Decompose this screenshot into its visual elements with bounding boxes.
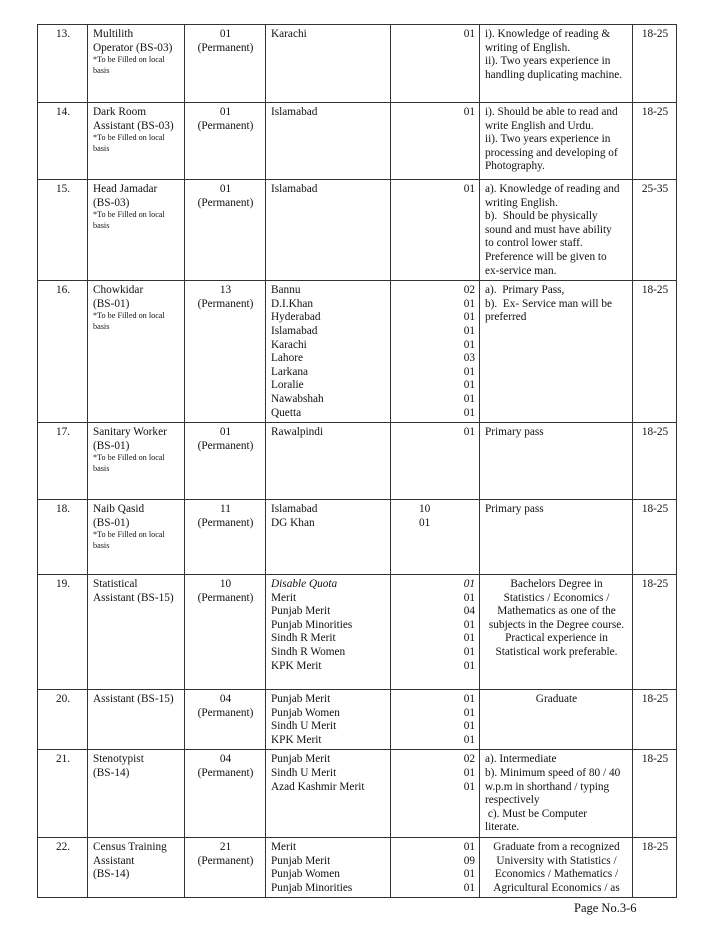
station-quota-cell <box>266 25 391 103</box>
station-count-cell <box>391 750 480 838</box>
station-quota-cell <box>266 180 391 281</box>
age-limit-cell <box>633 423 677 500</box>
station-count-cell <box>391 281 480 423</box>
posts-count: 04 <box>219 693 232 706</box>
number-of-posts-cell <box>185 690 266 750</box>
station-count: 09 <box>463 854 475 867</box>
serial-number: 20. <box>55 693 71 706</box>
serial-number: 14. <box>55 106 71 118</box>
qualification-line: Mathematics as one of the <box>497 605 616 618</box>
post-name-line: (BS-01) <box>93 439 130 452</box>
age-limit: 18-25 <box>641 693 669 706</box>
station-name: Nawabshah <box>271 392 324 405</box>
station-count: 01 <box>463 693 475 706</box>
post-name-line: Naib Qasid <box>93 503 145 516</box>
table-row <box>38 180 677 281</box>
qualification-cell <box>480 423 633 500</box>
posts-status: (Permanent) <box>197 767 254 780</box>
station-name: KPK Merit <box>271 733 322 746</box>
qualification-line: ex-service man. <box>485 264 557 277</box>
station-count: 01 <box>463 578 475 591</box>
posts-count: 01 <box>219 183 232 195</box>
station-count-cell <box>391 423 480 500</box>
age-limit-cell <box>633 103 677 180</box>
post-name-line: (BS-01) <box>93 516 130 529</box>
posts-status: (Permanent) <box>197 854 254 867</box>
qualification-line: write English and Urdu. <box>485 119 594 132</box>
local-basis-note: *To be Filled on local basis <box>93 530 165 550</box>
station-count-cell <box>391 575 480 690</box>
post-name-line: Chowkidar <box>93 284 144 297</box>
station-count: 10 <box>419 503 431 516</box>
number-of-posts-cell <box>185 750 266 838</box>
station-count: 01 <box>463 706 475 719</box>
post-name-cell <box>88 423 185 500</box>
station-quota-cell <box>266 281 391 423</box>
station-count: 01 <box>463 618 475 631</box>
qualification-line: writing of English. <box>485 41 571 54</box>
station-name: Lahore <box>271 352 303 365</box>
age-limit: 18-25 <box>641 753 669 766</box>
station-count-cell <box>391 25 480 103</box>
qualification-line: a). Primary Pass, <box>485 284 565 297</box>
station-name: Punjab Merit <box>271 854 331 867</box>
station-count: 01 <box>463 591 475 604</box>
serial-number: 17. <box>55 426 71 439</box>
post-name-cell <box>88 690 185 750</box>
posts-count: 10 <box>219 578 232 591</box>
posts-status: (Permanent) <box>197 591 254 604</box>
posts-count: 01 <box>219 106 232 118</box>
serial-number: 13. <box>55 28 71 40</box>
station-quota-cell <box>266 575 391 690</box>
table-row <box>38 25 677 103</box>
vacancy-table <box>37 24 677 898</box>
post-name-cell <box>88 281 185 423</box>
station-name: Azad Kashmir Merit <box>271 780 365 793</box>
qualification-line: writing English. <box>485 196 558 209</box>
station-name: Islamabad <box>271 503 318 516</box>
post-name-cell <box>88 25 185 103</box>
number-of-posts-cell <box>185 423 266 500</box>
serial-number-cell <box>38 750 88 838</box>
table-row <box>38 750 677 838</box>
station-count: 01 <box>463 379 475 392</box>
qualification-line: processing and developing of <box>485 146 618 159</box>
age-limit: 18-25 <box>641 841 669 854</box>
qualification-line: Graduate from a recognized <box>493 841 620 854</box>
local-basis-note: *To be Filled on local basis <box>93 453 165 473</box>
station-count: 02 <box>463 753 475 766</box>
post-name-line: Dark Room <box>93 106 147 118</box>
station-count: 04 <box>463 605 475 618</box>
post-name-line: Statistical <box>93 578 138 591</box>
station-quota-cell <box>266 690 391 750</box>
number-of-posts-cell <box>185 575 266 690</box>
station-name: Karachi <box>271 338 307 351</box>
station-count: 01 <box>463 780 475 793</box>
station-name: Islamabad <box>271 183 318 195</box>
posts-count: 21 <box>219 841 232 854</box>
age-limit: 18-25 <box>641 106 669 118</box>
number-of-posts-cell <box>185 281 266 423</box>
age-limit: 18-25 <box>641 28 669 40</box>
serial-number-cell <box>38 180 88 281</box>
station-name: Bannu <box>271 284 301 297</box>
posts-count: 01 <box>219 28 232 40</box>
qualification-line: b). Should be physically <box>485 210 598 223</box>
qualification-cell <box>480 25 633 103</box>
station-count: 01 <box>463 406 475 419</box>
local-basis-note: *To be Filled on local basis <box>93 133 165 153</box>
serial-number: 16. <box>55 284 71 297</box>
qualification-cell <box>480 500 633 575</box>
age-limit-cell <box>633 838 677 898</box>
table-row <box>38 423 677 500</box>
post-name-cell <box>88 838 185 898</box>
number-of-posts-cell <box>185 500 266 575</box>
station-count: 01 <box>463 426 475 439</box>
qualification-line: ii). Two years experience in <box>485 55 611 68</box>
qualification-line: b). Ex- Service man will be <box>485 297 613 310</box>
station-count: 01 <box>463 392 475 405</box>
qualification-line: Primary pass <box>485 426 544 439</box>
age-limit: 25-35 <box>641 183 669 195</box>
table-row <box>38 690 677 750</box>
station-count-cell <box>391 838 480 898</box>
local-basis-note: *To be Filled on local basis <box>93 55 165 75</box>
posts-status: (Permanent) <box>197 41 254 54</box>
qualification-line: Practical experience in <box>505 632 608 645</box>
table-row <box>38 500 677 575</box>
station-count: 01 <box>463 646 475 659</box>
station-name: Punjab Merit <box>271 753 331 766</box>
serial-number-cell <box>38 423 88 500</box>
station-name: Punjab Merit <box>271 605 331 618</box>
local-basis-note: *To be Filled on local basis <box>93 311 165 331</box>
station-count: 01 <box>463 28 475 40</box>
station-name: Islamabad <box>271 106 318 118</box>
station-count: 01 <box>463 881 475 894</box>
qualification-line: i). Should be able to read and <box>485 106 618 118</box>
station-name: Punjab Minorities <box>271 618 353 631</box>
post-name-line: Assistant (BS-03) <box>93 119 174 132</box>
station-name: Merit <box>271 591 297 604</box>
age-limit-cell <box>633 25 677 103</box>
qualification-line: preferred <box>485 311 527 324</box>
station-count: 01 <box>463 720 475 733</box>
post-name-line: (BS-03) <box>93 196 130 209</box>
station-name: Karachi <box>271 28 307 40</box>
station-name: DG Khan <box>271 516 315 529</box>
serial-number: 19. <box>55 578 71 591</box>
post-name-line: (BS-01) <box>93 297 130 310</box>
station-count: 01 <box>463 767 475 780</box>
post-name-line: Assistant (BS-15) <box>93 591 174 604</box>
posts-status: (Permanent) <box>197 119 254 132</box>
serial-number: 18. <box>55 503 71 516</box>
station-count: 01 <box>463 659 475 672</box>
serial-number-cell <box>38 25 88 103</box>
post-name-cell <box>88 180 185 281</box>
qualification-line: Economics / Mathematics / <box>494 868 619 881</box>
posts-status: (Permanent) <box>197 516 254 529</box>
station-name: KPK Merit <box>271 659 322 672</box>
station-count-cell <box>391 500 480 575</box>
station-quota-cell <box>266 838 391 898</box>
qualification-cell <box>480 838 633 898</box>
station-name: Sindh U Merit <box>271 767 337 780</box>
post-name-line: Assistant <box>93 854 135 867</box>
station-quota-cell <box>266 423 391 500</box>
qualification-line: Bachelors Degree in <box>510 578 603 591</box>
posts-status: (Permanent) <box>197 439 254 452</box>
station-count-cell <box>391 690 480 750</box>
post-name-cell <box>88 103 185 180</box>
post-name-line: Multilith <box>93 28 134 40</box>
qualification-line: i). Knowledge of reading & <box>485 28 611 40</box>
station-name: Rawalpindi <box>271 426 324 439</box>
posts-status: (Permanent) <box>197 196 254 209</box>
serial-number-cell <box>38 838 88 898</box>
station-count: 01 <box>463 311 475 324</box>
qualification-line: Photography. <box>485 160 545 173</box>
station-count: 01 <box>463 868 475 881</box>
serial-number: 22. <box>55 841 71 854</box>
qualification-line: sound and must have ability <box>485 223 612 236</box>
posts-count: 01 <box>219 426 232 439</box>
qualification-line: handling duplicating machine. <box>485 68 623 81</box>
station-count: 01 <box>419 516 431 529</box>
qualification-line: subjects in the Degree course. <box>488 618 625 631</box>
age-limit-cell <box>633 750 677 838</box>
post-name-line: Head Jamadar <box>93 183 158 195</box>
qualification-line: Agricultural Economics / as <box>493 881 620 894</box>
serial-number-cell <box>38 281 88 423</box>
posts-count: 11 <box>220 503 231 516</box>
station-name: Merit <box>271 841 297 854</box>
station-quota-cell <box>266 500 391 575</box>
qualification-line: literate. <box>485 821 520 834</box>
number-of-posts-cell <box>185 180 266 281</box>
table-row <box>38 575 677 690</box>
station-count: 02 <box>463 284 475 297</box>
qualification-line: to control lower staff. <box>485 237 583 250</box>
qualification-line: w.p.m in shorthand / typing <box>485 780 610 793</box>
station-count: 01 <box>463 733 475 746</box>
station-name: Hyderabad <box>271 311 321 324</box>
station-name: Islamabad <box>271 324 318 337</box>
post-name-line: (BS-14) <box>93 868 130 881</box>
number-of-posts-cell <box>185 838 266 898</box>
qualification-line: b). Minimum speed of 80 / 40 <box>485 767 621 780</box>
age-limit-cell <box>633 500 677 575</box>
qualification-cell <box>480 750 633 838</box>
station-name: Punjab Women <box>271 868 340 881</box>
table-row <box>38 103 677 180</box>
age-limit: 18-25 <box>641 503 669 516</box>
qualification-line: Statistical work preferable. <box>495 646 618 659</box>
number-of-posts-cell <box>185 103 266 180</box>
posts-status: (Permanent) <box>197 297 254 310</box>
qualification-line: University with Statistics / <box>496 854 617 867</box>
station-count: 01 <box>463 324 475 337</box>
age-limit-cell <box>633 690 677 750</box>
station-count-cell <box>391 180 480 281</box>
station-count: 01 <box>463 338 475 351</box>
age-limit-cell <box>633 281 677 423</box>
qualification-line: Primary pass <box>485 503 544 516</box>
post-name-cell <box>88 750 185 838</box>
age-limit: 18-25 <box>641 578 669 591</box>
age-limit: 18-25 <box>641 284 669 297</box>
station-name: Punjab Merit <box>271 693 331 706</box>
post-name-line: Census Training <box>93 841 167 854</box>
station-name: Punjab Minorities <box>271 881 353 894</box>
qualification-line: a). Intermediate <box>485 753 557 766</box>
posts-count: 13 <box>219 284 232 297</box>
age-limit-cell <box>633 180 677 281</box>
table-row <box>38 281 677 423</box>
qualification-line: Preference will be given to <box>485 250 607 263</box>
vacancy-table-body <box>38 25 677 898</box>
qualification-line: respectively <box>485 794 540 807</box>
qualification-line: c). Must be Computer <box>485 807 587 820</box>
age-limit-cell <box>633 575 677 690</box>
posts-status: (Permanent) <box>197 706 254 719</box>
station-name: Quetta <box>271 406 302 419</box>
station-quota-cell <box>266 103 391 180</box>
age-limit: 18-25 <box>641 426 669 439</box>
serial-number-cell <box>38 103 88 180</box>
qualification-cell <box>480 180 633 281</box>
station-count: 01 <box>463 365 475 378</box>
station-name: Larkana <box>271 365 309 378</box>
qualification-cell <box>480 690 633 750</box>
station-count: 01 <box>463 632 475 645</box>
post-name-line: Sanitary Worker <box>93 426 167 439</box>
qualification-cell <box>480 281 633 423</box>
post-name-cell <box>88 575 185 690</box>
posts-count: 04 <box>219 753 232 766</box>
qualification-line: Statistics / Economics / <box>503 591 610 604</box>
station-name: Sindh R Women <box>271 646 346 659</box>
serial-number-cell <box>38 575 88 690</box>
station-name: Sindh R Merit <box>271 632 336 645</box>
table-row <box>38 838 677 898</box>
station-count-cell <box>391 103 480 180</box>
number-of-posts-cell <box>185 25 266 103</box>
qualification-line: a). Knowledge of reading and <box>485 183 620 195</box>
qualification-line: Graduate <box>535 693 578 706</box>
page-number: Page No.3-6 <box>574 901 637 915</box>
serial-number-cell <box>38 500 88 575</box>
post-name-cell <box>88 500 185 575</box>
station-name: Punjab Women <box>271 706 340 719</box>
qualification-cell <box>480 575 633 690</box>
qualification-cell <box>480 103 633 180</box>
post-name-line: Assistant (BS-15) <box>93 693 174 706</box>
station-count: 01 <box>463 106 475 118</box>
station-name: Sindh U Merit <box>271 720 337 733</box>
serial-number: 21. <box>55 753 71 766</box>
local-basis-note: *To be Filled on local basis <box>93 210 165 230</box>
station-name: Loralie <box>271 379 304 392</box>
station-count: 01 <box>463 841 475 854</box>
serial-number: 15. <box>55 183 71 195</box>
post-name-line: (BS-14) <box>93 767 130 780</box>
station-count: 03 <box>463 352 475 365</box>
station-name: D.I.Khan <box>271 297 314 310</box>
post-name-line: Stenotypist <box>93 753 144 766</box>
station-quota-cell <box>266 750 391 838</box>
station-count: 01 <box>463 183 475 195</box>
station-count: 01 <box>463 297 475 310</box>
station-name: Disable Quota <box>271 578 338 591</box>
qualification-line: ii). Two years experience in <box>485 133 611 146</box>
serial-number-cell <box>38 690 88 750</box>
post-name-line: Operator (BS-03) <box>93 41 173 54</box>
